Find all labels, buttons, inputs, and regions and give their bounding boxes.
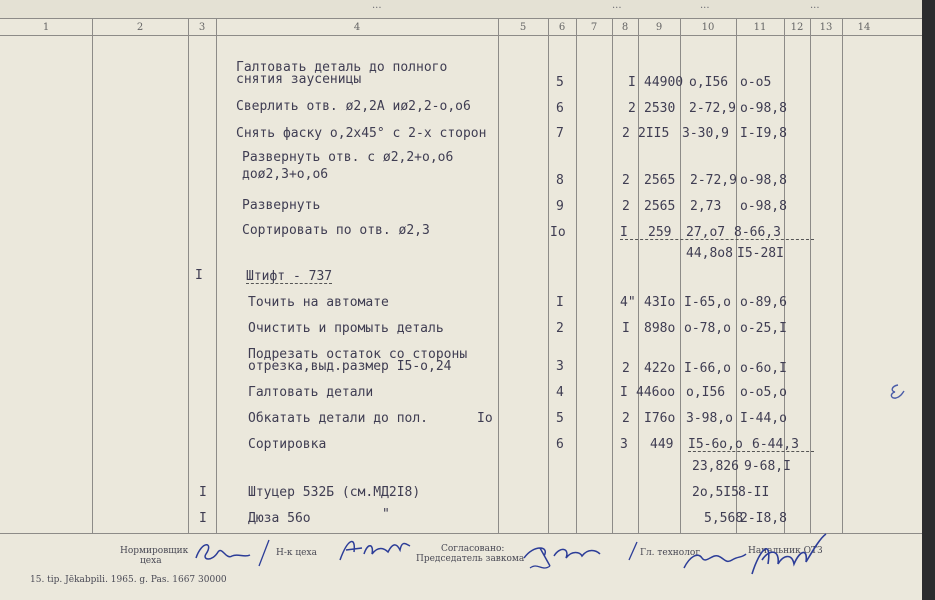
- col11-value: 8-II: [738, 485, 770, 500]
- col11-value: 8-66,3: [734, 225, 781, 240]
- operation-number: 6: [556, 101, 564, 116]
- col10-value: 2-72,9: [689, 101, 736, 116]
- printer-imprint: 15. tip. Jēkabpili. 1965. g. Pas. 1667 30000: [30, 575, 227, 585]
- col8-value: I: [620, 226, 814, 240]
- col10-value: о,I56: [686, 385, 726, 400]
- quantity-value: I: [199, 511, 207, 526]
- col-rule: [216, 18, 217, 533]
- operation-description: Сортировка: [248, 437, 327, 452]
- footer-normirovshik: Нормировщик: [120, 546, 189, 556]
- col10-value: 2-72,9: [690, 173, 737, 188]
- col-rule: [188, 18, 189, 533]
- col9-value: 446оо: [636, 385, 676, 400]
- operation-description: Очистить и промыть деталь: [248, 321, 444, 336]
- operation-number: 5: [556, 411, 564, 426]
- header-fragment-far-right: ...: [810, 0, 820, 11]
- column-number: 8: [621, 22, 629, 33]
- col9-value: 259: [648, 225, 672, 240]
- col11-value: о-98,8: [740, 101, 787, 116]
- col9-value: 2565: [644, 199, 676, 214]
- col9-value: I76о: [644, 411, 676, 426]
- operation-number: I: [556, 295, 564, 310]
- col11-value: 2-I8,8: [740, 511, 787, 526]
- col8-value: 2: [628, 101, 636, 116]
- col-rule: [784, 18, 785, 533]
- slash-mark: [626, 540, 640, 562]
- col9-value: 2565: [644, 173, 676, 188]
- col8-value: 2: [622, 411, 630, 426]
- operation-number: 2: [556, 321, 564, 336]
- col10-value: I-65,о: [684, 295, 731, 310]
- col-rule: [576, 18, 577, 533]
- column-number: 9: [655, 22, 663, 33]
- operation-description: Развернуть отв. с ø2,2+о,о6: [242, 150, 454, 165]
- column5-value: Iо: [477, 411, 493, 426]
- signature-normirovshik: [192, 536, 254, 568]
- col9-value: 898о: [644, 321, 676, 336]
- operation-description-cont: снятия заусеницы: [236, 72, 362, 87]
- operation-description: Галтовать детали: [248, 385, 374, 400]
- margin-mark: [884, 382, 908, 402]
- footer-nach-otz: Начальник ОТЗ: [748, 546, 823, 556]
- operation-description: Развернуть: [242, 198, 321, 213]
- col9-value: 44900: [644, 75, 684, 90]
- operation-description: Подрезать остаток со стороны: [248, 347, 468, 362]
- col8-value: I: [628, 75, 636, 90]
- footer-nach-tseha: Н-к цеха: [276, 548, 317, 558]
- col8-value: 2: [622, 173, 630, 188]
- header-fragment-right: ...: [700, 0, 710, 11]
- col9-value: 2530: [644, 101, 676, 116]
- col10-value: 3-98,о: [686, 411, 733, 426]
- col-rule: [92, 18, 93, 533]
- header-strip: [0, 0, 922, 18]
- column-number: 10: [701, 22, 715, 33]
- operation-description: Сортировать по отв. ø2,3: [242, 223, 430, 238]
- col11-value: I-I9,8: [740, 126, 787, 141]
- signature-nach-otz: [744, 530, 830, 580]
- operation-description: Обкатать детали до пол.: [248, 411, 429, 426]
- col-rule: [842, 18, 843, 533]
- col8-value: 2: [622, 361, 630, 376]
- col8-value: I: [620, 385, 628, 400]
- operation-number: 5: [556, 75, 564, 90]
- col10-value: 2о,5I5: [692, 485, 739, 500]
- col11-value: I-44,о: [740, 411, 787, 426]
- operation-number: 3: [556, 359, 564, 374]
- col-rule: [736, 18, 737, 533]
- col11-value: о-о5: [740, 75, 772, 90]
- col10-value: о-78,о: [684, 321, 731, 336]
- signature-gl-tehnolog: [680, 538, 750, 576]
- operation-number: Iо: [550, 225, 566, 240]
- ditto-mark: ": [382, 507, 390, 522]
- header-fragment-left: ...: [372, 0, 382, 11]
- operation-number: 9: [556, 199, 564, 214]
- operation-number: 6: [556, 437, 564, 452]
- col-rule: [638, 18, 639, 533]
- col9-value: 2II5: [638, 126, 670, 141]
- col8-value: 2: [622, 126, 630, 141]
- col11-value: о-25,I: [740, 321, 787, 336]
- col11-value: о-98,8: [740, 199, 787, 214]
- part-title: Дюза 56о: [248, 511, 311, 526]
- operation-number: 4: [556, 385, 564, 400]
- column-number: 14: [857, 22, 871, 33]
- signature-predsedatel: [520, 538, 606, 574]
- col-rule: [680, 18, 681, 533]
- footer-tseha: цеха: [140, 556, 162, 566]
- part-title: Штуцер 532Б (см.МД2I8): [248, 485, 421, 500]
- column-number: 1: [42, 22, 50, 33]
- operation-description-cont: доø2,3+о,о6: [242, 167, 329, 182]
- col-rule: [548, 18, 549, 533]
- col-rule: [498, 18, 499, 533]
- quantity-value: I: [199, 485, 207, 500]
- operation-number: 8: [556, 173, 564, 188]
- column-number: 5: [519, 22, 527, 33]
- part-title: Штифт - 737: [246, 269, 333, 284]
- column-number: 7: [590, 22, 598, 33]
- col-rule: [612, 18, 613, 533]
- operation-description: Снять фаску о,2х45° с 2-х сторон: [236, 126, 487, 141]
- footer-predsedatel: Председатель завкома: [416, 554, 525, 564]
- col9-value: 422о: [644, 361, 676, 376]
- col10-value: 5,568: [704, 511, 744, 526]
- header-fragment-mid: ...: [612, 0, 622, 11]
- col9-value: 449: [650, 437, 674, 452]
- slash-mark: [256, 538, 272, 568]
- column-number: 13: [819, 22, 833, 33]
- col11-value: о-о5,о: [740, 385, 787, 400]
- operation-description-cont: отрезка,выд.размер I5-о,24: [248, 359, 452, 374]
- column-number: 2: [136, 22, 144, 33]
- footer-soglasovano: Согласовано:: [441, 544, 505, 554]
- col10-value: о,I56: [689, 75, 729, 90]
- operation-description: Сверлить отв. ø2,2А иø2,2-о,о6: [236, 99, 471, 114]
- signature-nach-tseha: [334, 532, 414, 566]
- col8-value: 3: [620, 437, 628, 452]
- operation-description: Галтовать деталь до полного: [236, 60, 448, 75]
- col-rule: [810, 18, 811, 533]
- subtotal-col11: I5-28I: [737, 246, 784, 261]
- column-number: 3: [198, 22, 206, 33]
- quantity-value: I: [195, 268, 203, 283]
- footer-gl-tehnolog: Гл. технолог: [640, 548, 701, 558]
- column-number: 12: [790, 22, 804, 33]
- col11-value: о-89,6: [740, 295, 787, 310]
- col8-value: I: [622, 321, 630, 336]
- col11-value: 6-44,3: [752, 437, 799, 452]
- col11-value: о-98,8: [740, 173, 787, 188]
- col10-value: I5-6о,о: [688, 438, 814, 452]
- col8-value: 4": [620, 295, 636, 310]
- col8-value: 2: [622, 199, 630, 214]
- operation-description: Точить на автомате: [248, 295, 389, 310]
- column-number: 6: [558, 22, 566, 33]
- col10-value: 3-30,9: [682, 126, 729, 141]
- subtotal-col10: 44,8о8: [686, 246, 733, 261]
- col10-value: 2,73: [690, 199, 722, 214]
- subtotal-col11: 9-68,I: [744, 459, 791, 474]
- column-number: 4: [353, 22, 361, 33]
- operation-number: 7: [556, 126, 564, 141]
- col9-value: 43Iо: [644, 295, 676, 310]
- col11-value: о-6о,I: [740, 361, 787, 376]
- col10-value: I-66,о: [684, 361, 731, 376]
- column-number: 11: [753, 22, 767, 33]
- subtotal-col10: 23,826: [692, 459, 739, 474]
- col10-value: 27,о7: [686, 225, 726, 240]
